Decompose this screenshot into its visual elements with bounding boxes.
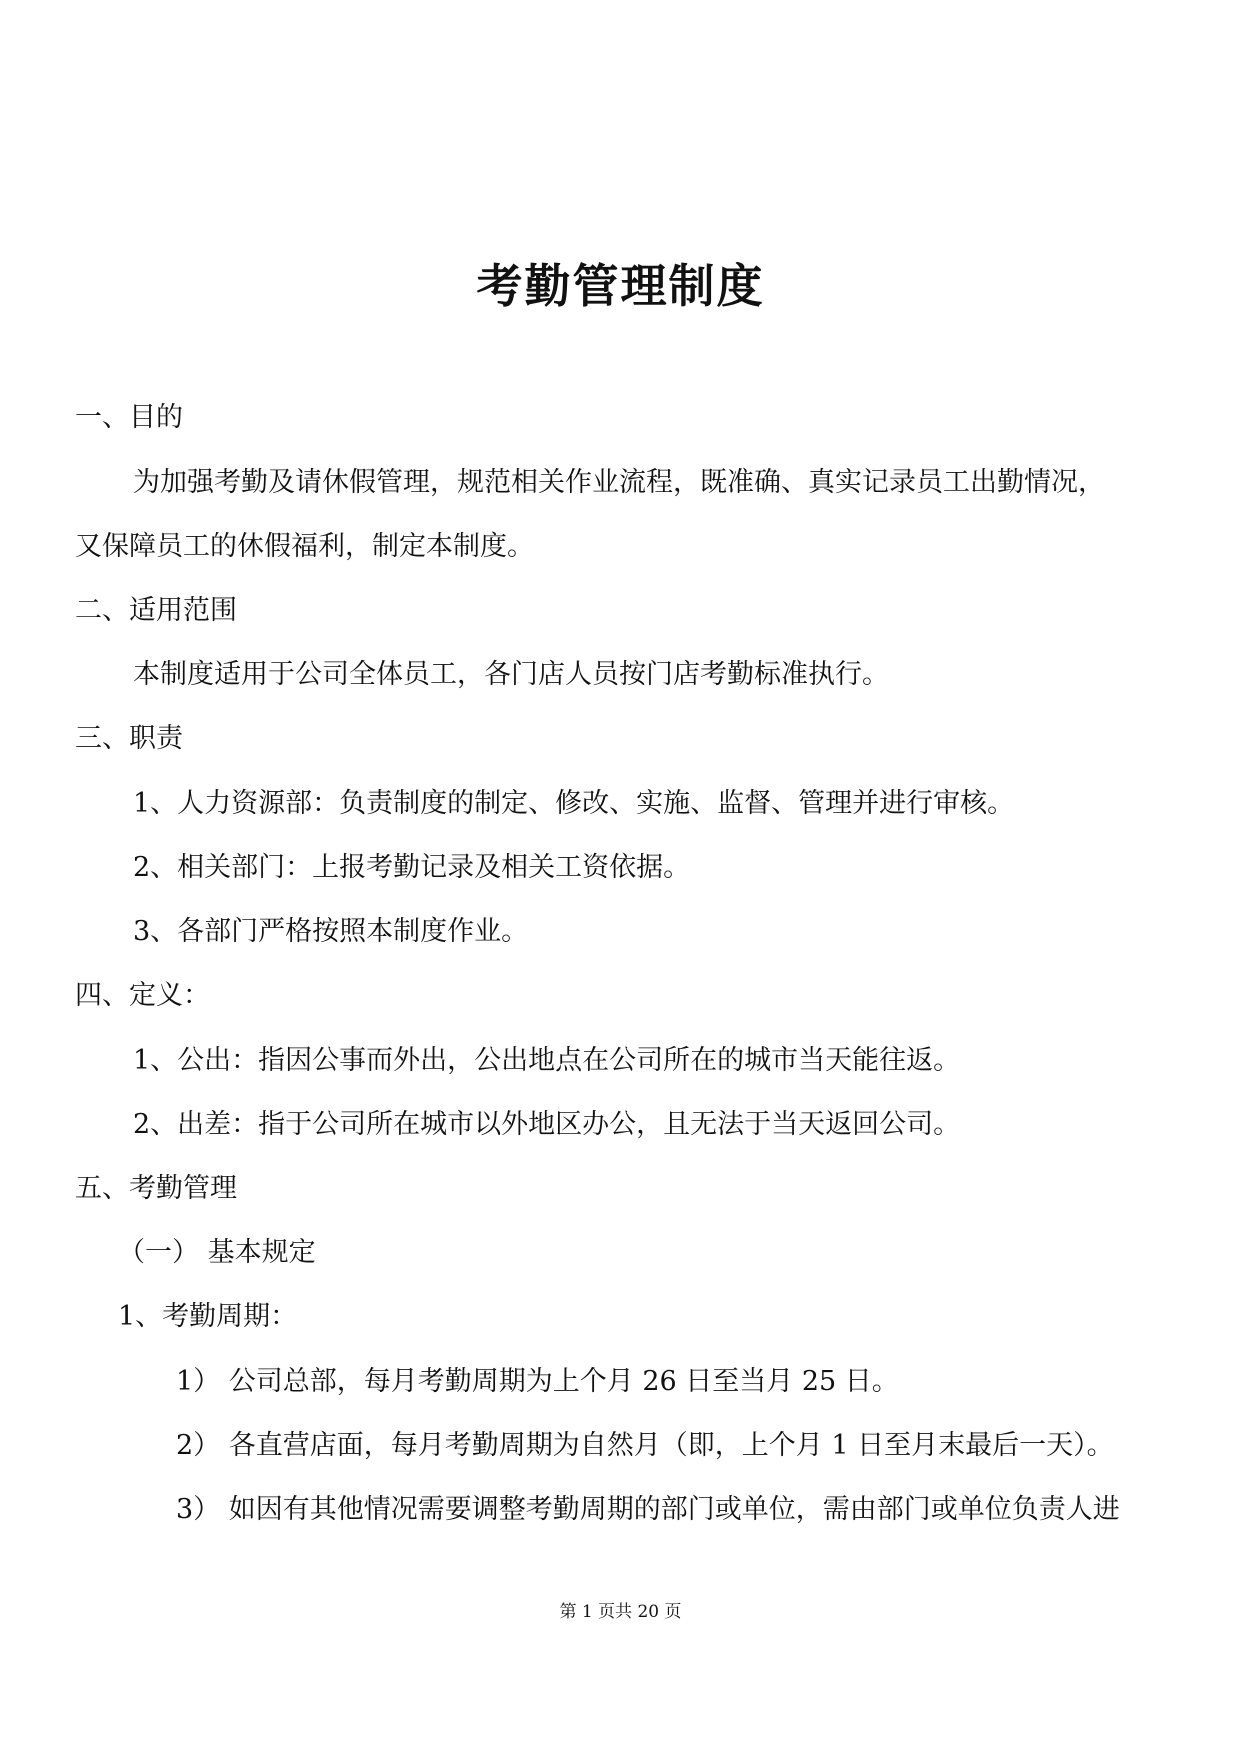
list-item: 1、考勤周期： bbox=[118, 1301, 298, 1332]
sub-list-item: 3） 如因有其他情况需要调整考勤周期的部门或单位，需由部门或单位负责人进 bbox=[176, 1494, 1120, 1525]
list-item: 2、出差：指于公司所在城市以外地区办公，且无法于当天返回公司。 bbox=[133, 1109, 961, 1140]
list-item: 3、各部门严格按照本制度作业。 bbox=[133, 916, 529, 947]
list-item: 1、公出：指因公事而外出，公出地点在公司所在的城市当天能往返。 bbox=[133, 1045, 961, 1076]
subsection-heading: （一） 基本规定 bbox=[118, 1237, 316, 1268]
paragraph-line: 为加强考勤及请休假管理，规范相关作业流程，既准确、真实记录员工出勤情况， bbox=[133, 467, 1105, 498]
sub-list-item: 2） 各直营店面，每月考勤周期为自然月（即，上个月 1 日至月末最后一天）。 bbox=[176, 1430, 1114, 1461]
document-title: 考勤管理制度 bbox=[476, 259, 765, 313]
paragraph-line: 本制度适用于公司全体员工，各门店人员按门店考勤标准执行。 bbox=[133, 659, 889, 690]
sub-list-item: 1） 公司总部，每月考勤周期为上个月 26 日至当月 25 日。 bbox=[176, 1366, 899, 1397]
list-item: 1、人力资源部：负责制度的制定、修改、实施、监督、管理并进行审核。 bbox=[133, 788, 1015, 819]
section-heading-attendance: 五、考勤管理 bbox=[75, 1173, 237, 1204]
section-heading-scope: 二、适用范围 bbox=[75, 595, 237, 626]
section-heading-definitions: 四、定义： bbox=[75, 980, 210, 1011]
page-footer: 第 1 页共 20 页 bbox=[559, 1602, 682, 1622]
paragraph-line: 又保障员工的休假福利，制定本制度。 bbox=[75, 531, 534, 562]
section-heading-purpose: 一、目的 bbox=[75, 402, 183, 433]
section-heading-duties: 三、职责 bbox=[75, 723, 183, 754]
list-item: 2、相关部门：上报考勤记录及相关工资依据。 bbox=[133, 852, 691, 883]
